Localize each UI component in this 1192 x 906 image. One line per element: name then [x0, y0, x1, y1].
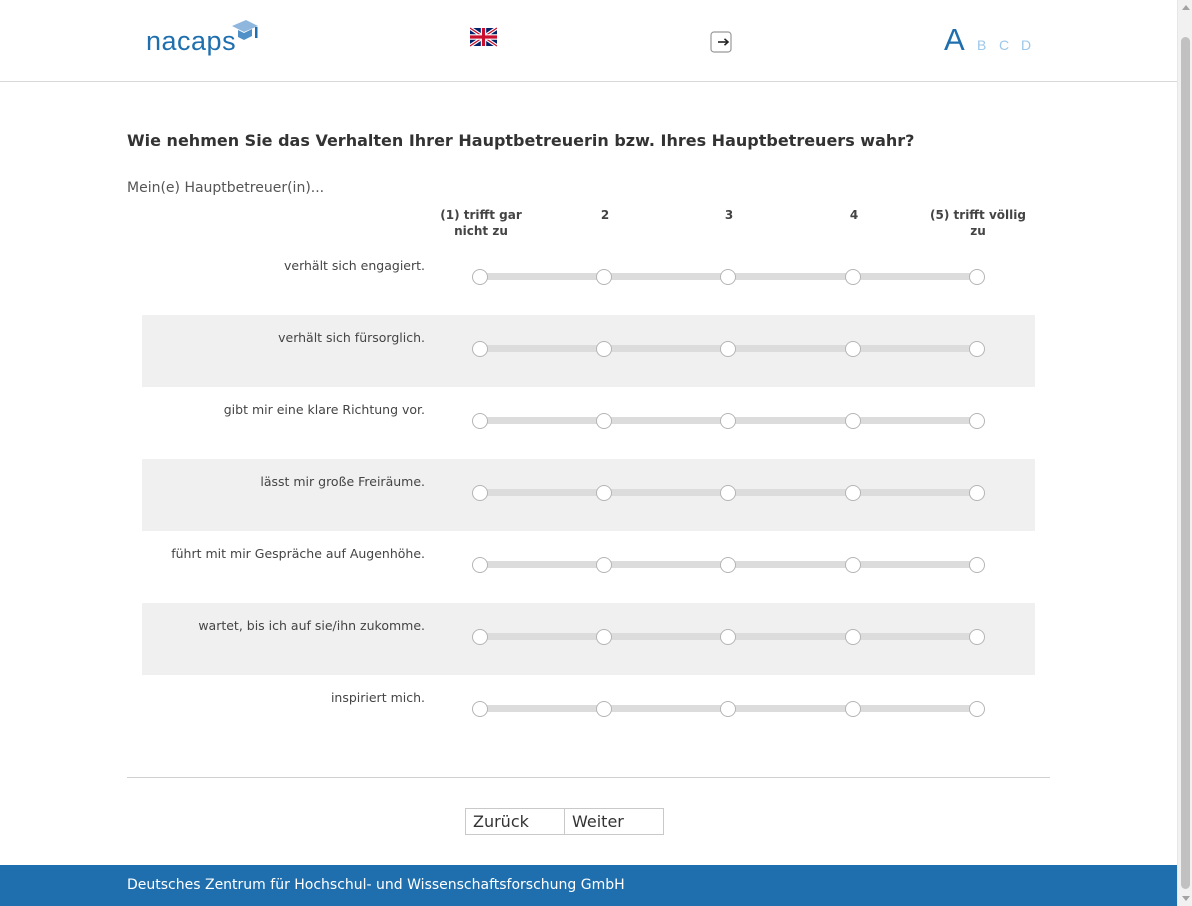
rating-option-3[interactable]: [720, 629, 736, 645]
rating-option-1[interactable]: [472, 557, 488, 573]
rating-option-2[interactable]: [596, 341, 612, 357]
scale-label-2: 2: [600, 208, 610, 222]
logout-icon[interactable]: [710, 31, 732, 53]
scroll-up-arrow-icon[interactable]: [1182, 5, 1190, 10]
rating-option-1[interactable]: [472, 629, 488, 645]
rating-option-5[interactable]: [969, 341, 985, 357]
rating-option-1[interactable]: [472, 413, 488, 429]
question-item-row: [142, 387, 1035, 459]
scroll-thumb[interactable]: [1181, 37, 1190, 889]
rating-option-3[interactable]: [720, 701, 736, 717]
rating-option-4[interactable]: [845, 557, 861, 573]
question-item-row: [142, 603, 1035, 675]
rating-option-1[interactable]: [472, 701, 488, 717]
rating-option-1[interactable]: [472, 269, 488, 285]
rating-option-2[interactable]: [596, 557, 612, 573]
rating-option-1[interactable]: [472, 341, 488, 357]
rating-option-4[interactable]: [845, 629, 861, 645]
rating-option-4[interactable]: [845, 413, 861, 429]
rating-option-2[interactable]: [596, 269, 612, 285]
back-button[interactable]: Zurück: [465, 808, 565, 835]
nacaps-logo: [146, 18, 266, 62]
rating-option-4[interactable]: [845, 485, 861, 501]
font-size-b-button[interactable]: B: [977, 37, 987, 53]
question-item-row: [142, 315, 1035, 387]
rating-option-5[interactable]: [969, 413, 985, 429]
question-item-label: verhält sich fürsorglich.: [278, 330, 425, 345]
rating-option-4[interactable]: [845, 269, 861, 285]
question-item-row: [142, 243, 1035, 315]
uk-flag-icon[interactable]: [470, 27, 497, 47]
graduation-cap-icon: [230, 18, 260, 46]
navigation-buttons: [465, 808, 664, 835]
rating-option-2[interactable]: [596, 701, 612, 717]
scale-label-4: 4: [849, 208, 859, 222]
question-item-label: inspiriert mich.: [330, 690, 425, 705]
question-item-row: [142, 675, 1035, 747]
rating-option-4[interactable]: [845, 341, 861, 357]
rating-option-3[interactable]: [720, 269, 736, 285]
question-title: Wie nehmen Sie das Verhalten Ihrer Hauptbetreuerin bzw. Ihres Hauptbetreuers wahr?: [127, 131, 915, 150]
question-intro: Mein(e) Hauptbetreuer(in)...: [127, 180, 325, 196]
rating-option-1[interactable]: [472, 485, 488, 501]
footer: [0, 865, 1177, 906]
rating-option-3[interactable]: [720, 485, 736, 501]
font-size-c-button[interactable]: C: [999, 37, 1010, 53]
rating-option-4[interactable]: [845, 701, 861, 717]
scrollbar[interactable]: [1177, 0, 1192, 906]
question-item-label: verhält sich engagiert.: [283, 258, 425, 273]
rating-option-3[interactable]: [720, 413, 736, 429]
next-button[interactable]: Weiter: [564, 808, 664, 835]
question-item-label: wartet, bis ich auf sie/ihn zukomme.: [198, 618, 425, 633]
header: [0, 0, 1177, 82]
footer-text: Deutsches Zentrum für Hochschul- und Wissenschaftsforschung GmbH: [127, 877, 625, 893]
rating-option-5[interactable]: [969, 485, 985, 501]
rating-option-2[interactable]: [596, 413, 612, 429]
scale-label-3: 3: [724, 208, 734, 222]
rating-option-5[interactable]: [969, 269, 985, 285]
rating-option-2[interactable]: [596, 485, 612, 501]
scroll-down-arrow-icon[interactable]: [1182, 896, 1190, 901]
question-item-label: lässt mir große Freiräume.: [260, 474, 425, 489]
question-item-row: [142, 459, 1035, 531]
rating-option-5[interactable]: [969, 701, 985, 717]
font-size-a-button[interactable]: A: [944, 22, 965, 57]
rating-option-2[interactable]: [596, 629, 612, 645]
rating-option-5[interactable]: [969, 629, 985, 645]
logo-text: nacaps: [146, 26, 237, 56]
scale-label-5: (5) trifft völlig zu: [930, 208, 1026, 238]
divider: [127, 777, 1050, 778]
question-item-row: [142, 531, 1035, 603]
font-size-d-button[interactable]: D: [1021, 37, 1032, 53]
rating-option-3[interactable]: [720, 557, 736, 573]
scale-label-1: (1) trifft gar nicht zu: [440, 208, 522, 238]
question-item-label: führt mit mir Gespräche auf Augenhöhe.: [171, 546, 425, 561]
rating-option-3[interactable]: [720, 341, 736, 357]
question-item-label: gibt mir eine klare Richtung vor.: [223, 402, 425, 417]
rating-option-5[interactable]: [969, 557, 985, 573]
